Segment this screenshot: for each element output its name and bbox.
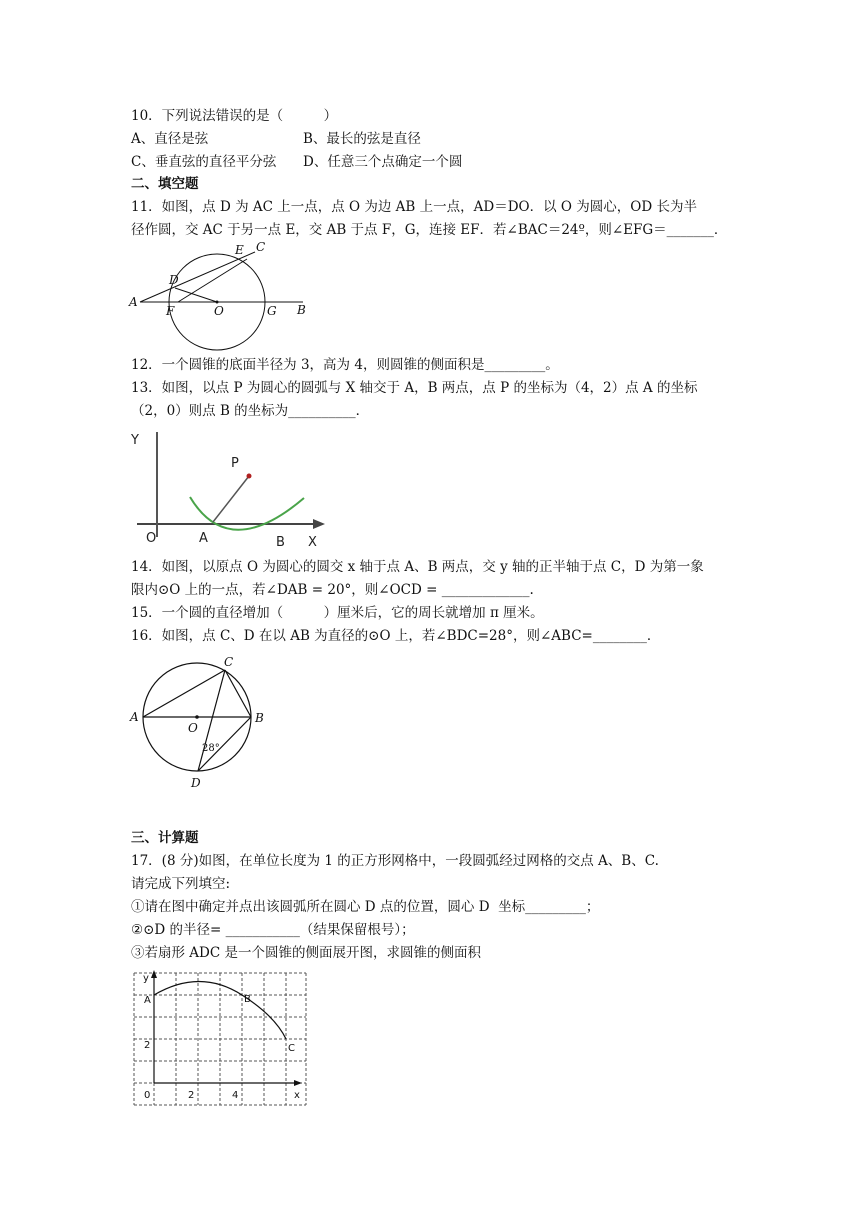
q15-text: 15．一个圆的直径增加（ ）厘米后，它的周长就增加 π 厘米。: [131, 605, 544, 621]
q17-label-y: y: [143, 973, 149, 984]
q17-line4: ②⊙D 的半径= ___________（结果保留根号）；: [131, 922, 415, 938]
q17-label-x: x: [294, 1090, 300, 1101]
q16-label-o: O: [188, 721, 198, 735]
q11-line1: 11．如图，点 D 为 AC 上一点，点 O 为边 AB 上一点，AD＝DO．以 O 为圆心，OD 长为半: [131, 199, 697, 215]
q13-point-p: [247, 474, 252, 479]
q16-label-a: A: [130, 710, 139, 724]
q16-label-d: D: [191, 776, 201, 790]
q12-text: 12．一个圆锥的底面半径为 3，高为 4，则圆锥的侧面积是_________。: [131, 357, 559, 373]
q11-label-d: D: [169, 273, 179, 287]
q10-option-c: C、垂直弦的直径平分弦: [131, 154, 277, 170]
q13-line1: 13．如图，以点 P 为圆心的圆弧与 X 轴交于 A，B 两点，点 P 的坐标为（4，2）点 A 的坐标: [131, 380, 698, 396]
q13-label-a: A: [199, 531, 208, 546]
q17-line1: 17．(8 分)如图，在单位长度为 1 的正方形网格中，一段圆弧经过网格的交点 A、B、C.: [131, 853, 659, 869]
q11-label-a: A: [129, 295, 138, 309]
q16-chord-cb: [225, 670, 251, 717]
q16-label-c: C: [224, 655, 234, 669]
q13-label-x: X: [308, 535, 317, 550]
section-calc-title: 三、计算题: [131, 830, 199, 846]
q16-line1: 16．如图，点 C、D 在以 AB 为直径的⊙O 上，若∠BDC=28°，则∠ABC=________．: [131, 628, 661, 644]
q17-label-x2: 2: [188, 1090, 195, 1101]
q14-line2: 限内⊙O 上的一点，若∠DAB = 20°，则∠OCD = _____________.: [131, 582, 534, 598]
q17-line5: ③若扇形 ADC 是一个圆锥的侧面展开图，求圆锥的侧面积: [131, 945, 481, 961]
q11-label-e: E: [235, 243, 244, 257]
q10-option-a: A、直径是弦: [131, 131, 209, 147]
q17-grid-figure: [130, 968, 315, 1110]
q11-label-o: O: [214, 304, 224, 318]
q17-label-a: A: [144, 995, 151, 1006]
q16-chord-cd: [198, 670, 225, 771]
q16-figure: [125, 652, 275, 794]
q17-label-origin: 0: [144, 1090, 151, 1101]
q13-figure: [127, 422, 337, 552]
q17-label-b: B: [244, 994, 251, 1005]
q11-label-c: C: [256, 240, 266, 254]
q13-label-b: B: [276, 535, 285, 550]
q17-label-c: C: [288, 1043, 295, 1054]
q11-label-g: G: [267, 304, 277, 318]
q11-figure: [125, 238, 315, 323]
q13-line2: （2，0）则点 B 的坐标为__________．: [131, 403, 370, 419]
q11-label-b: B: [297, 303, 306, 317]
q10-option-d: D、任意三个点确定一个圆: [303, 154, 463, 170]
q16-label-b: B: [255, 711, 264, 725]
q17-line3: ①请在图中确定并点出该圆弧所在圆心 D 点的位置，圆心 D 坐标_________；: [131, 899, 600, 915]
q13-label-o: O: [146, 531, 157, 546]
q16-angle-label: 28°: [202, 743, 220, 754]
q13-label-p: P: [231, 456, 239, 471]
q17-y-arrow-icon: [151, 970, 157, 978]
q10-option-b: B、最长的弦是直径: [303, 131, 421, 147]
q16-chord-ac: [143, 670, 225, 717]
q11-label-f: F: [166, 304, 175, 318]
q17-line2: 请完成下列填空:: [131, 876, 231, 892]
q13-x-arrow-icon: [313, 519, 325, 529]
q17-label-y2: 2: [144, 1040, 151, 1051]
q14-line1: 14．如图，以原点 O 为圆心的圆交 x 轴于点 A、B 两点，交 y 轴的正半轴于点 C，D 为第一象: [131, 559, 704, 575]
q17-x-arrow-icon: [294, 1080, 302, 1086]
q13-label-y: Y: [131, 433, 139, 448]
q16-center-dot: [195, 715, 199, 719]
q13-segment-pa: [213, 476, 249, 522]
q17-grid: [134, 973, 306, 1105]
q11-line2: 径作圆，交 AC 于另一点 E，交 AB 于点 F，G，连接 EF．若∠BAC＝24º，则∠EFG＝_______．: [131, 222, 728, 238]
q10-stem: 10．下列说法错误的是（ ）: [131, 108, 338, 124]
q11-line-ac: [140, 252, 255, 302]
section-fill-in-title: 二、填空题: [131, 176, 199, 192]
q17-label-x4: 4: [232, 1090, 239, 1101]
